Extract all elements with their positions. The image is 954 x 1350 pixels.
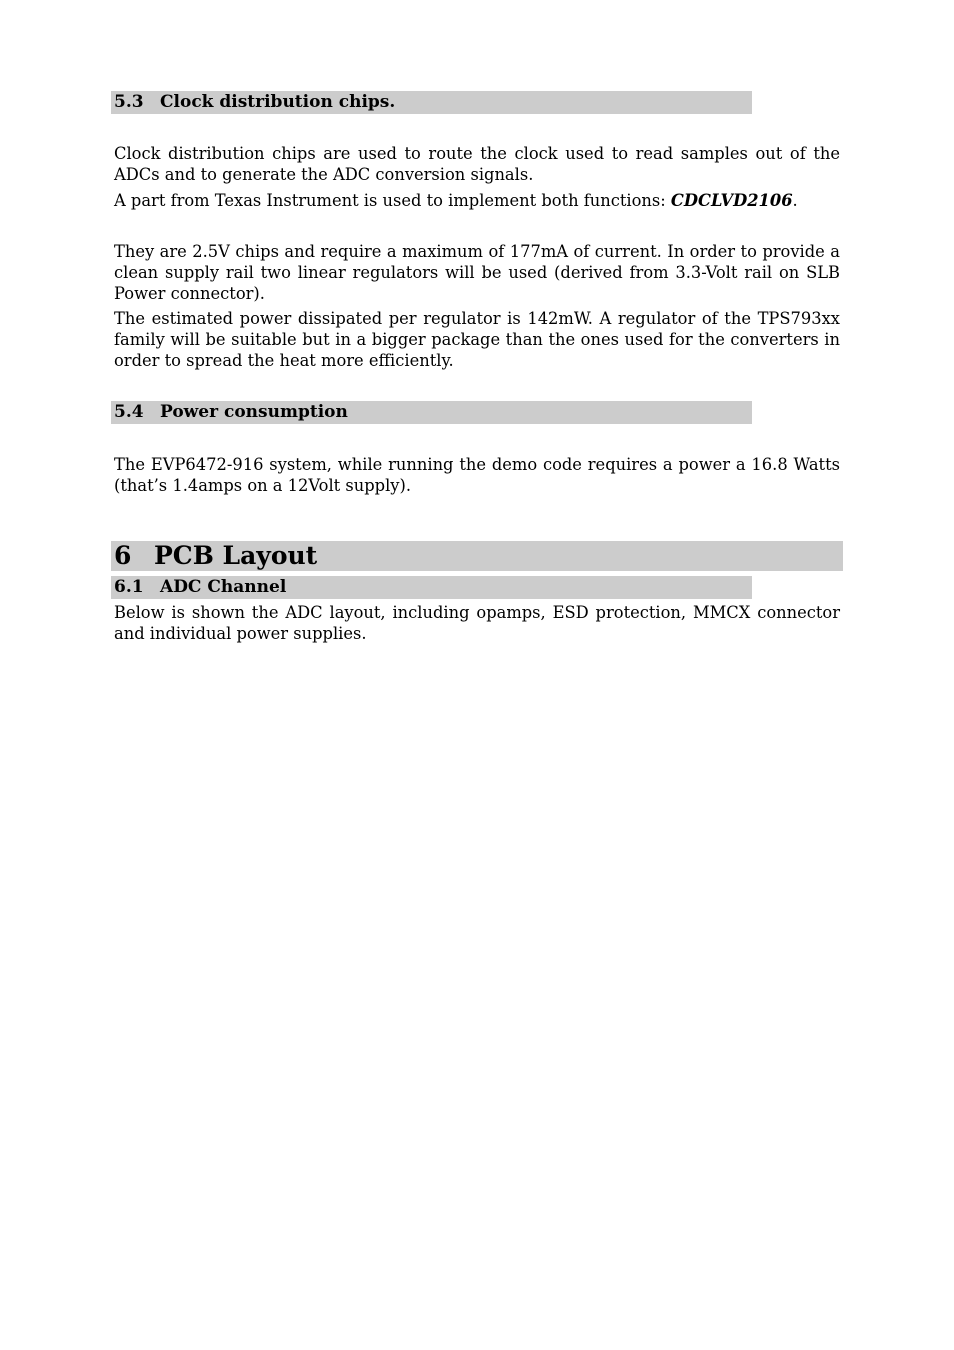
paragraph: The EVP6472-916 system, while running the demo code requires a power a 16.8 Watts (that’s 1.4amps on a 12Volt supply). [114, 455, 840, 495]
paragraph-text: A part from Texas Instrument is used to implement both functions: [114, 191, 671, 210]
section-heading-6-1 [111, 576, 752, 599]
section-heading-5-4 [111, 401, 752, 424]
section-heading-5-3 [111, 91, 752, 114]
section-number: 6.1 [114, 577, 144, 597]
section-title: ADC Channel [160, 577, 287, 597]
section-number: 5.4 [114, 402, 144, 422]
paragraph: The estimated power dissipated per regulator is 142mW. A regulator of the TPS793xx family will be suitable but in a bigger package than the ones used for the converters in order to spread the heat more efficiently. [114, 309, 840, 370]
paragraph [114, 190, 840, 211]
chapter-title: PCB Layout [154, 541, 318, 570]
chapter-heading-6 [111, 541, 843, 571]
chapter-number: 6 [114, 541, 132, 570]
section-title: Power consumption [160, 402, 348, 422]
paragraph: They are 2.5V chips and require a maximum of 177mA of current. In order to provide a clean supply rail two linear regulators will be used (derived from 3.3-Volt rail on SLB Power connector). [114, 242, 840, 303]
section-title: Clock distribution chips. [160, 92, 396, 112]
paragraph-text: . [792, 191, 798, 210]
paragraph: Below is shown the ADC layout, including opamps, ESD protection, MMCX connector and individual power supplies. [114, 603, 840, 643]
paragraph: Clock distribution chips are used to route the clock used to read samples out of the ADCs and to generate the ADC conversion signals. [114, 144, 840, 184]
section-number: 5.3 [114, 92, 144, 112]
part-number: CDCLVD2106 [670, 191, 793, 210]
